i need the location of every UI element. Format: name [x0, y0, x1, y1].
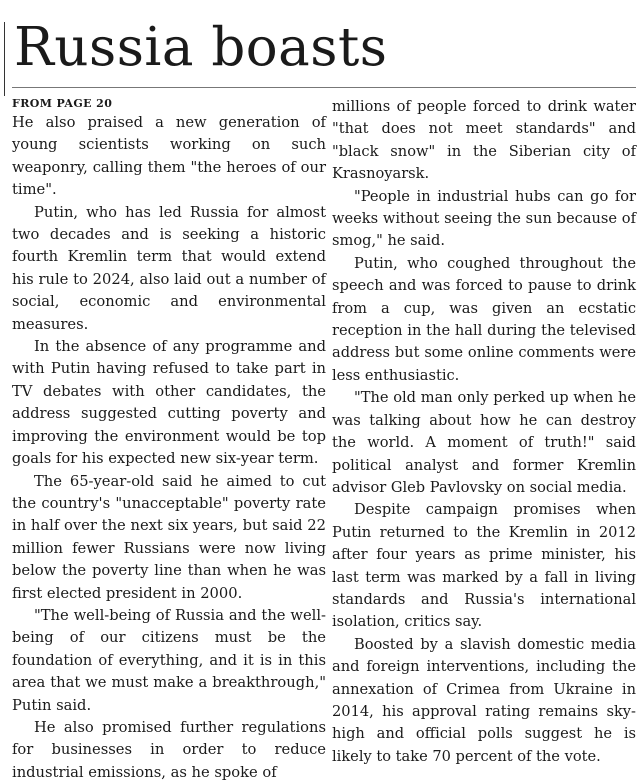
- paragraph: The 65-year-old said he aimed to cut the country's "unacceptable" poverty rate in half over the next six years, but said 22 million fewer Russians were now living below the poverty line than when he was first elected president in 2000.: [12, 472, 326, 602]
- paragraph: In the absence of any programme and with Putin having refused to take part in TV debates with other candidates, the address suggested cutting poverty and improving the environment would be top goals for his expected new six-year term.: [12, 338, 326, 468]
- right-column: [332, 96, 636, 768]
- paragraph: Putin, who has led Russia for almost two decades and is seeking a historic fourth Kremlin term that would extend his rule to 2024, also laid out a number of social, economic and environmental measures.: [12, 203, 326, 333]
- paragraph: "People in industrial hubs can go for weeks without seeing the sun because of smog," he said.: [332, 187, 636, 250]
- paragraph: He also praised a new generation of young scientists working on such weaponry, calling them "the heroes of our time".: [12, 114, 326, 199]
- paragraph: millions of people forced to drink water "that does not meet standards" and "black snow" in the Siberian city of Krasnoyarsk.: [332, 98, 636, 183]
- paragraph: "The old man only perked up when he was talking about how he can destroy the world. A moment of truth!" said political analyst and former Kremlin advisor Gleb Pavlovsky on social media.: [332, 389, 636, 496]
- left-column: [12, 96, 326, 784]
- continuation-kicker: FROM PAGE 20: [12, 97, 113, 110]
- left-border-rule: [4, 22, 5, 96]
- paragraph: Putin, who coughed throughout the speech and was forced to pause to drink from a cup, was given an ecstatic reception in the hall during the televised address but some online comments were less enthusiastic.: [332, 254, 636, 384]
- headline-divider: [12, 87, 636, 88]
- paragraph: Despite campaign promises when Putin returned to the Kremlin in 2012 after four years as prime minister, his last term was marked by a fall in living standards and Russia's international isolation, critics say.: [332, 501, 636, 631]
- paragraph: "The well-being of Russia and the well-being of our citizens must be the foundation of everything, and it is in this area that we must make a breakthrough," Putin said.: [12, 606, 326, 714]
- paragraph: He also promised further regulations for businesses in order to reduce industrial emissions, as he spoke of: [12, 718, 326, 781]
- paragraph: Boosted by a slavish domestic media and foreign interventions, including the annexation of Crimea from Ukraine in 2014, his approval rating remains sky-high and official polls suggest he is likely to take 70 percent of the vote.: [332, 635, 636, 765]
- headline: Russia boasts: [14, 17, 388, 78]
